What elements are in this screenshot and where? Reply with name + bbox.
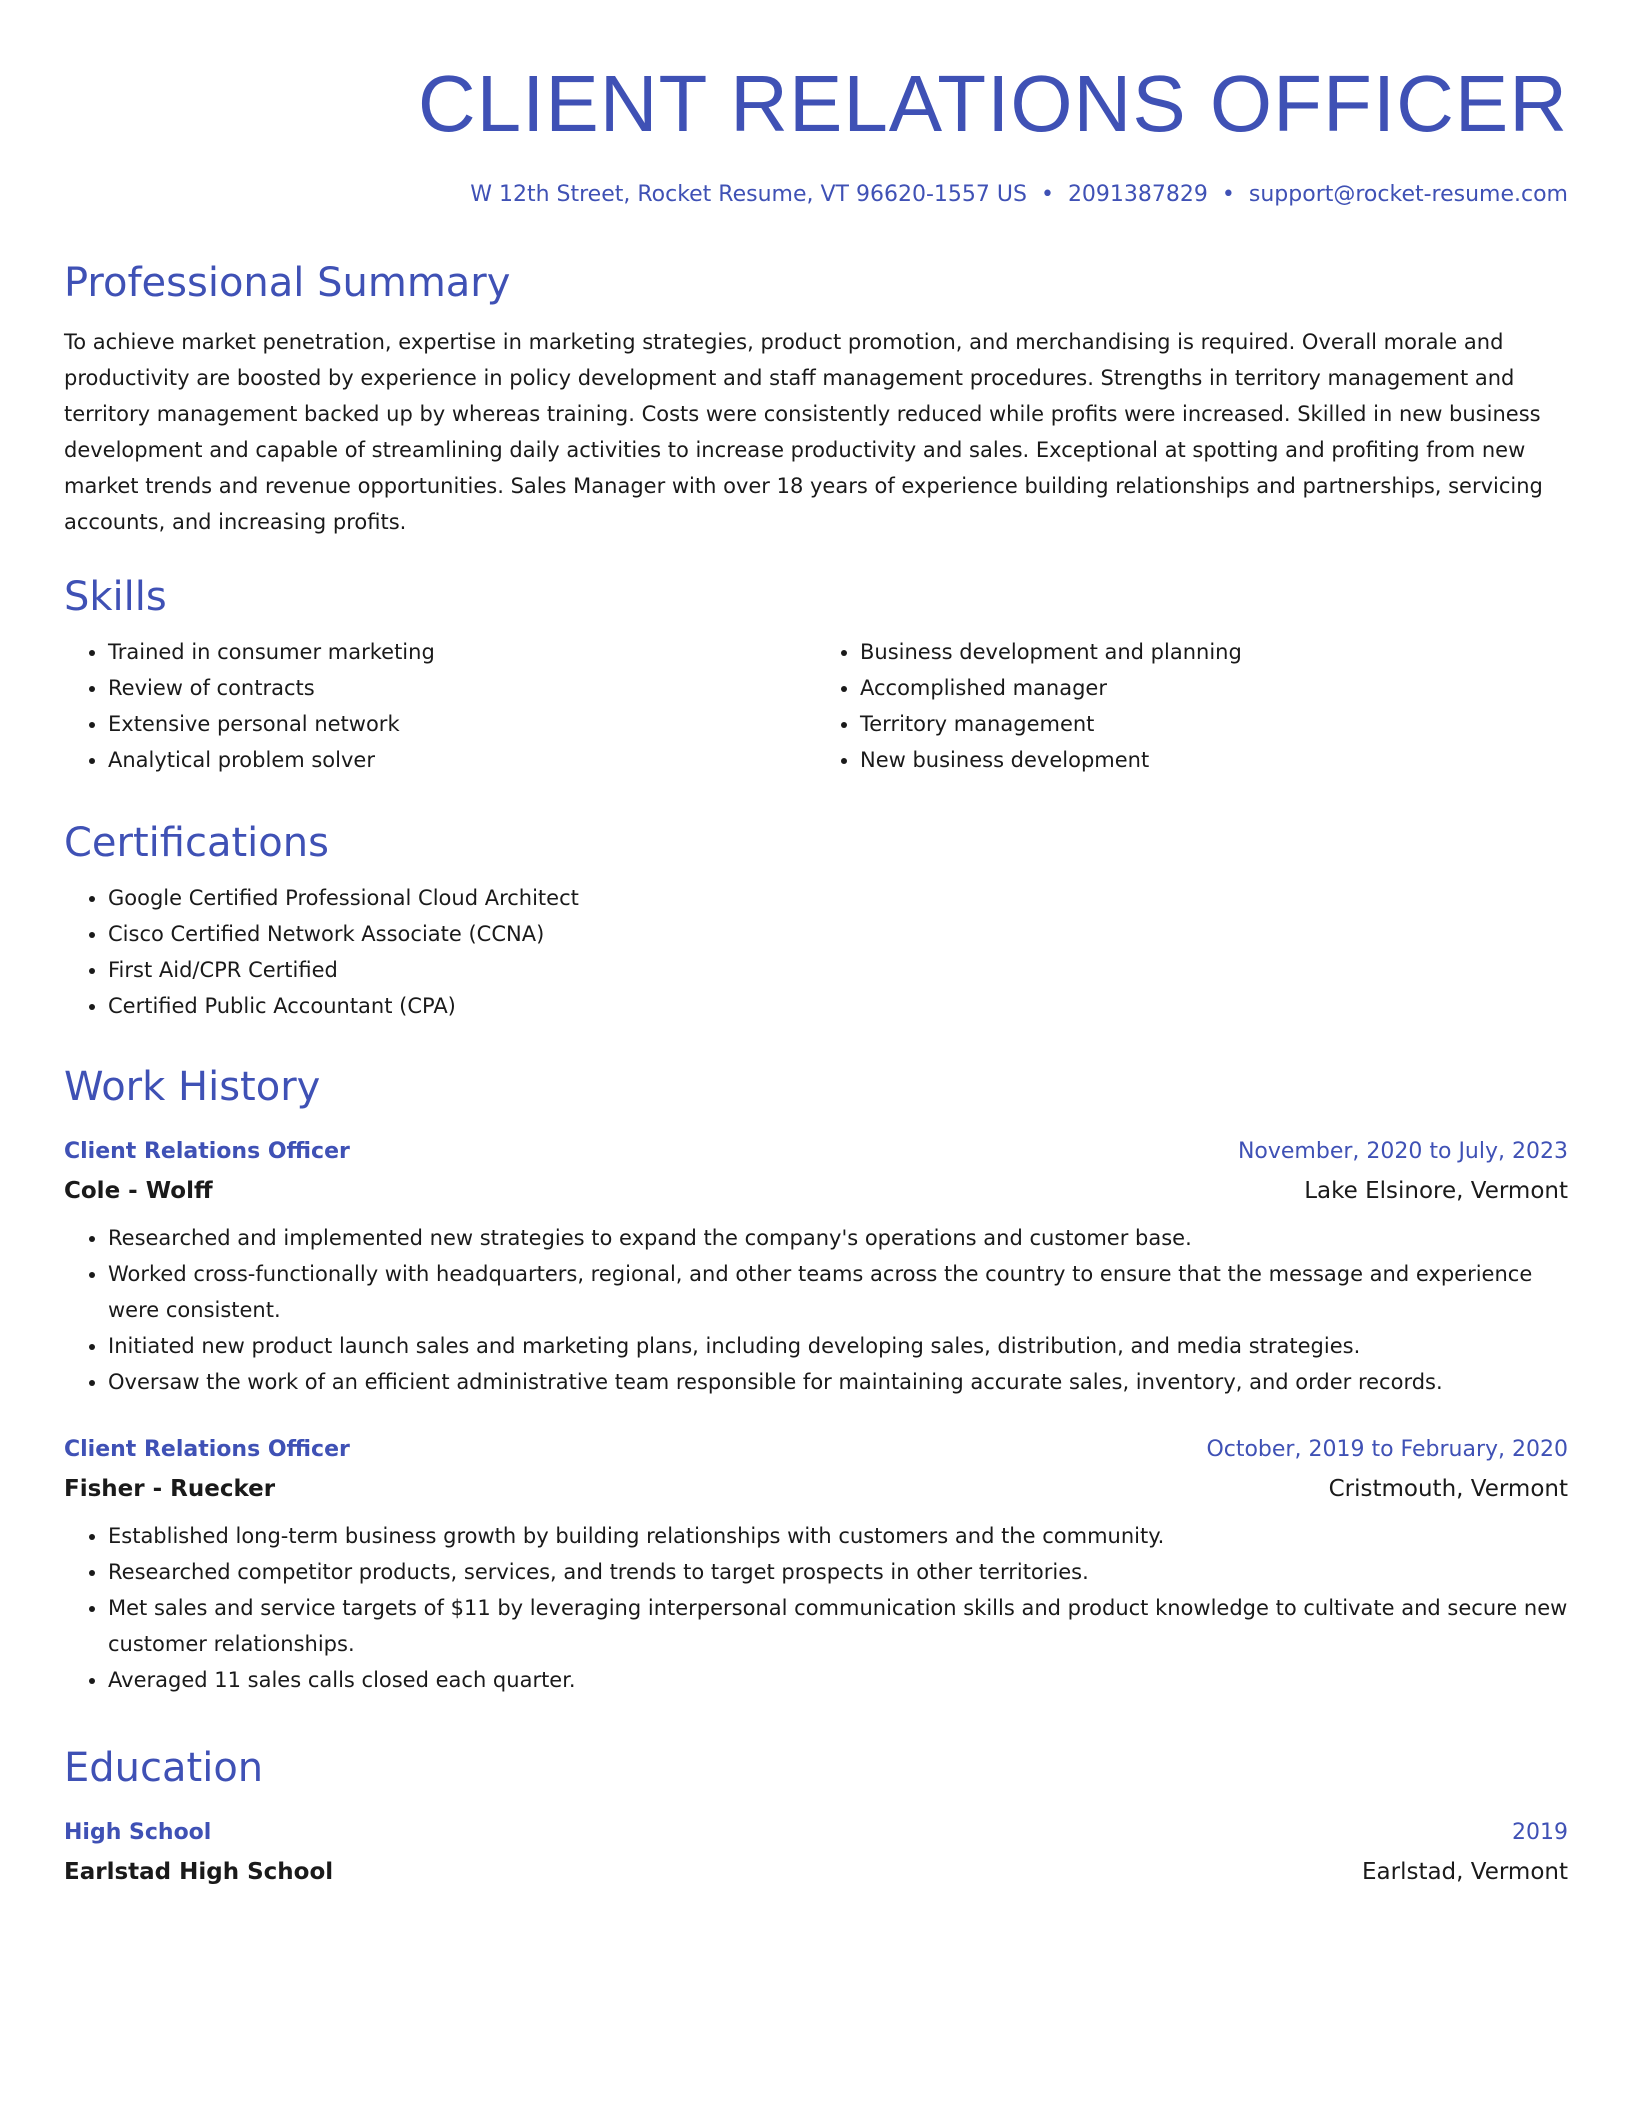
job-company: Fisher - Ruecker	[64, 1476, 276, 1502]
education-entry	[64, 1813, 1568, 1891]
certification-item: • First Aid/CPR Certified	[108, 952, 1568, 988]
skills-section	[64, 574, 1568, 778]
job-bullet: • Oversaw the work of an efficient administrative team responsible for maintaining accurate sales, inventory, and order records.	[108, 1364, 1568, 1400]
job-bullet: • Worked cross-functionally with headquarters, regional, and other teams across the country to ensure that the message and experience were consistent.	[108, 1256, 1568, 1328]
job-title: Client Relations Officer	[64, 1139, 350, 1164]
certification-item: • Google Certified Professional Cloud Architect	[108, 880, 1568, 916]
certifications-heading: Certifications	[64, 820, 329, 866]
certifications-section	[64, 820, 1568, 1024]
job-header-row	[64, 1430, 1568, 1470]
skill-item: • New business development	[860, 742, 1568, 778]
education-school-row	[64, 1853, 1568, 1891]
certifications-list	[64, 880, 1568, 1024]
skill-item: • Analytical problem solver	[108, 742, 816, 778]
education-header-row	[64, 1813, 1568, 1853]
contact-line	[470, 182, 1568, 207]
job-location: Cristmouth, Vermont	[1328, 1476, 1568, 1502]
job-bullet: • Initiated new product launch sales and marketing plans, including developing sales, distribution, and media strategies.	[108, 1328, 1568, 1364]
certification-item: • Certified Public Accountant (CPA)	[108, 988, 1568, 1024]
skills-heading: Skills	[64, 574, 167, 620]
job-title: Client Relations Officer	[64, 1437, 350, 1462]
resume-title: CLIENT RELATIONS OFFICER	[417, 59, 1568, 148]
work-history-heading: Work History	[64, 1064, 321, 1110]
contact-separator: •	[1221, 182, 1235, 207]
job-bullet: • Averaged 11 sales calls closed each quarter.	[108, 1662, 1568, 1698]
job-header-row	[64, 1132, 1568, 1172]
job-bullets	[64, 1518, 1568, 1698]
job-bullet: • Established long-term business growth by building relationships with customers and the community.	[108, 1518, 1568, 1554]
job-entry	[64, 1132, 1568, 1400]
skill-item: • Accomplished manager	[860, 670, 1568, 706]
skill-item: • Business development and planning	[860, 634, 1568, 670]
job-entry	[64, 1430, 1568, 1698]
contact-separator: •	[1040, 182, 1054, 207]
contact-email[interactable]: support@rocket-resume.com	[1248, 182, 1568, 207]
skill-item: • Extensive personal network	[108, 706, 816, 742]
job-dates: October, 2019 to February, 2020	[1206, 1437, 1568, 1462]
skills-list-left	[64, 634, 816, 778]
work-history-section	[64, 1064, 1568, 1698]
skill-item: • Trained in consumer marketing	[108, 634, 816, 670]
contact-phone: 2091387829	[1067, 182, 1208, 207]
education-heading: Education	[64, 1745, 264, 1791]
skill-item: • Territory management	[860, 706, 1568, 742]
education-degree: High School	[64, 1820, 212, 1845]
skill-item: • Review of contracts	[108, 670, 816, 706]
summary-section	[64, 260, 1568, 540]
job-company-row	[64, 1470, 1568, 1508]
education-section	[64, 1745, 1568, 1891]
job-company: Cole - Wolff	[64, 1178, 213, 1204]
job-location: Lake Elsinore, Vermont	[1304, 1178, 1568, 1204]
job-bullets	[64, 1220, 1568, 1400]
skills-list-right	[816, 634, 1568, 778]
certification-item: • Cisco Certified Network Associate (CCNA)	[108, 916, 1568, 952]
education-location: Earlstad, Vermont	[1361, 1859, 1568, 1885]
education-year: 2019	[1512, 1820, 1568, 1845]
job-bullet: • Researched competitor products, services, and trends to target prospects in other territories.	[108, 1554, 1568, 1590]
contact-address: W 12th Street, Rocket Resume, VT 96620-1557 US	[470, 182, 1027, 207]
summary-heading: Professional Summary	[64, 260, 511, 306]
summary-text: To achieve market penetration, expertise in marketing strategies, product promotion, and merchandising is required. Overall morale and productivity are boosted by experience in policy development and staff management procedures. Strengths in territory management and territory management backed up by whereas training. Costs were consistently reduced while profits were increased. Skilled in new business development and capable of streamlining daily activities to increase productivity and sales. Exceptional at spotting and profiting from new market trends and revenue opportunities. Sales Manager with over 18 years of experience building relationships and partnerships, servicing accounts, and increasing profits.	[64, 330, 1543, 534]
job-dates: November, 2020 to July, 2023	[1237, 1139, 1568, 1164]
job-bullet: • Researched and implemented new strategies to expand the company's operations and customer base.	[108, 1220, 1568, 1256]
job-bullet: • Met sales and service targets of $11 by leveraging interpersonal communication skills and product knowledge to cultivate and secure new customer relationships.	[108, 1590, 1568, 1662]
skills-columns	[64, 620, 1568, 778]
education-school: Earlstad High School	[64, 1859, 334, 1885]
job-company-row	[64, 1172, 1568, 1210]
